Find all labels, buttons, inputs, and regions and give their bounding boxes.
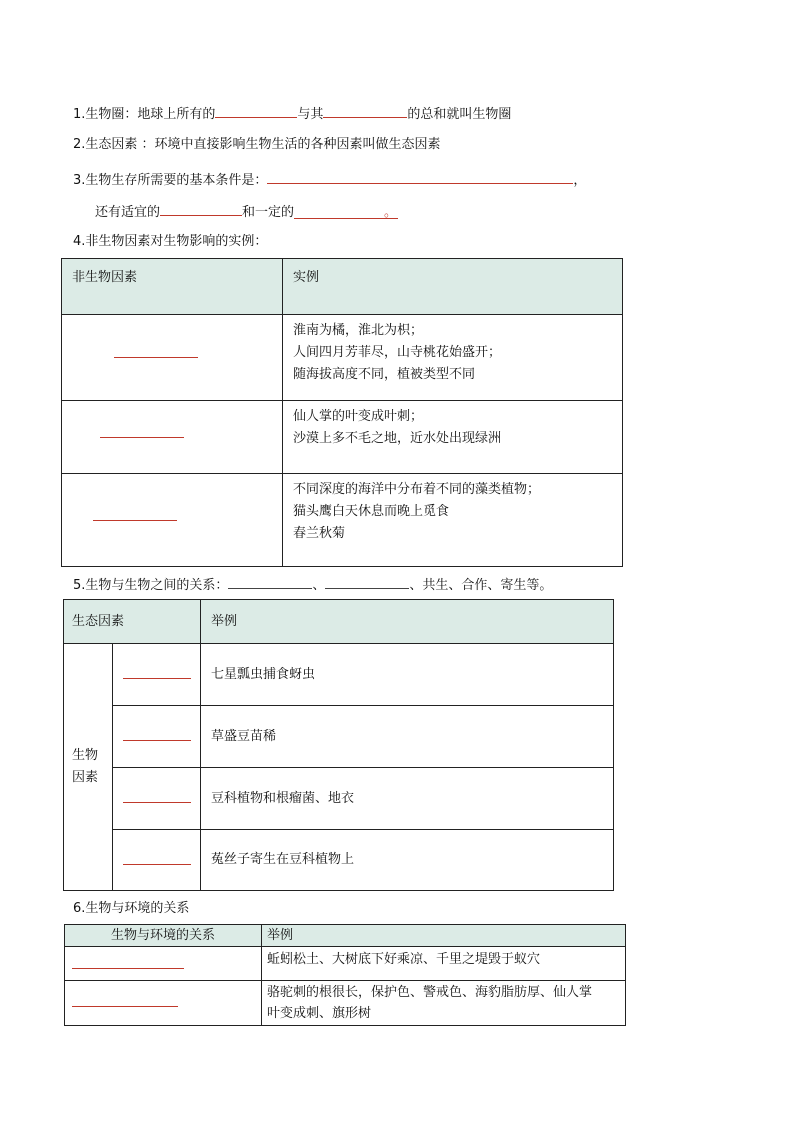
q5-blank-row-2[interactable] (123, 740, 191, 741)
q1-mid: 与其 (297, 107, 324, 122)
q5-header-row (64, 600, 614, 644)
q3-line2-prefix: 还有适宜的 (95, 205, 161, 220)
q4-row2-line1: 仙人掌的叶变成叶刺； (293, 409, 424, 424)
q5-blank-row-3[interactable] (123, 802, 191, 803)
table-row (65, 947, 626, 981)
q4-row2-line2: 沙漠上多不毛之地，近水处出现绿洲 (293, 431, 502, 446)
q4-row1-line3: 随海拔高度不同，植被类型不同 (293, 367, 476, 382)
q5-row-2-example: 草盛豆苗稀 (211, 728, 277, 744)
q4-row1-line1: 淮南为橘，淮北为枳； (293, 323, 424, 338)
table-row (62, 315, 623, 401)
q4-header-row (62, 259, 623, 315)
q4-header-example: 实例 (293, 270, 320, 285)
q3-blank-2[interactable] (160, 201, 242, 216)
q4-title: 4.非生物因素对生物影响的实例： (73, 234, 268, 249)
q5-row-4-example: 菟丝子寄生在豆科植物上 (211, 852, 355, 867)
q1-suffix: 的总和就叫生物圈 (407, 107, 512, 122)
table-row (64, 706, 614, 768)
q5-group-label-1: 生物 (72, 748, 99, 763)
q4-header-factor: 非生物因素 (72, 270, 138, 285)
q5-row-1-example: 七星瓢虫捕食蚜虫 (211, 666, 316, 682)
q3-comma: ， (573, 173, 587, 188)
q4-blank-1[interactable] (114, 357, 198, 358)
q4-blank-3[interactable] (93, 520, 177, 521)
q5-group-label-2: 因素 (72, 770, 99, 785)
q5-suffix: 、共生、合作、寄生等。 (409, 578, 553, 593)
q4-row3-line3: 春兰秋菊 (293, 526, 346, 541)
question-2 (73, 136, 441, 154)
q2-text: 2.生态因素 ：环境中直接影响生物生活的各种因素叫做生态因素 (73, 137, 441, 152)
q1-blank-2[interactable] (323, 103, 407, 118)
q6-header-relation: 生物与环境的关系 (110, 927, 215, 943)
q5-header-example: 举例 (211, 613, 238, 629)
q5-prefix: 5.生物与生物之间的关系： (73, 578, 229, 593)
q5-row-3-example: 豆科植物和根瘤菌、地衣 (211, 790, 355, 806)
question-5 (73, 574, 552, 595)
question-1 (73, 103, 511, 124)
q6-row-1-line-1: 蚯蚓松土、大树底下好乘凉、千里之堤毁于蚁穴 (267, 952, 541, 967)
q6-table (64, 924, 626, 1026)
q5-table (63, 599, 614, 891)
q4-table (61, 258, 623, 567)
q5-blank-2[interactable] (325, 574, 409, 589)
q3-line2-mid: 和一定的 (242, 205, 295, 220)
q1-blank-1[interactable] (215, 103, 297, 118)
table-row (64, 644, 614, 706)
table-row (65, 981, 626, 1026)
q3-period: 。 (384, 205, 398, 220)
q4-blank-2[interactable] (100, 437, 184, 438)
table-row (62, 401, 623, 474)
q6-blank-1[interactable] (72, 968, 184, 969)
q4-row3-line2: 猫头鹰白天休息而晚上觅食 (293, 504, 450, 519)
q4-row3-line1: 不同深度的海洋中分布着不同的藻类植物； (293, 482, 541, 497)
q6-title: 6.生物与环境的关系 (73, 901, 190, 916)
q5-sep: 、 (312, 578, 326, 593)
q6-header-example: 举例 (267, 927, 294, 943)
table-row (62, 474, 623, 567)
q6-row-2-line-2: 叶变成刺、旗形树 (267, 1006, 372, 1021)
q5-header-factor: 生态因素 (72, 613, 125, 629)
q6-row-2-line-1: 骆驼刺的根很长，保护色、警戒色、海豹脂肪厚、仙人掌 (267, 985, 593, 1000)
question-3-line-2 (95, 201, 398, 222)
q3-prefix: 3.生物生存所需要的基本条件是： (73, 173, 268, 188)
q5-blank-row-4[interactable] (123, 864, 191, 865)
table-row (64, 768, 614, 830)
q6-header-row (65, 925, 626, 947)
table-row (64, 830, 614, 891)
question-3 (73, 169, 586, 190)
q5-blank-1[interactable] (228, 574, 312, 589)
q1-prefix: 1.生物圈：地球上所有的 (73, 107, 216, 122)
q3-blank-3[interactable] (294, 204, 398, 219)
q3-blank-1[interactable] (267, 169, 573, 184)
q5-blank-row-1[interactable] (123, 678, 191, 679)
q4-row1-line2: 人间四月芳菲尽，山寺桃花始盛开； (293, 345, 502, 360)
q6-blank-2[interactable] (72, 1006, 178, 1007)
